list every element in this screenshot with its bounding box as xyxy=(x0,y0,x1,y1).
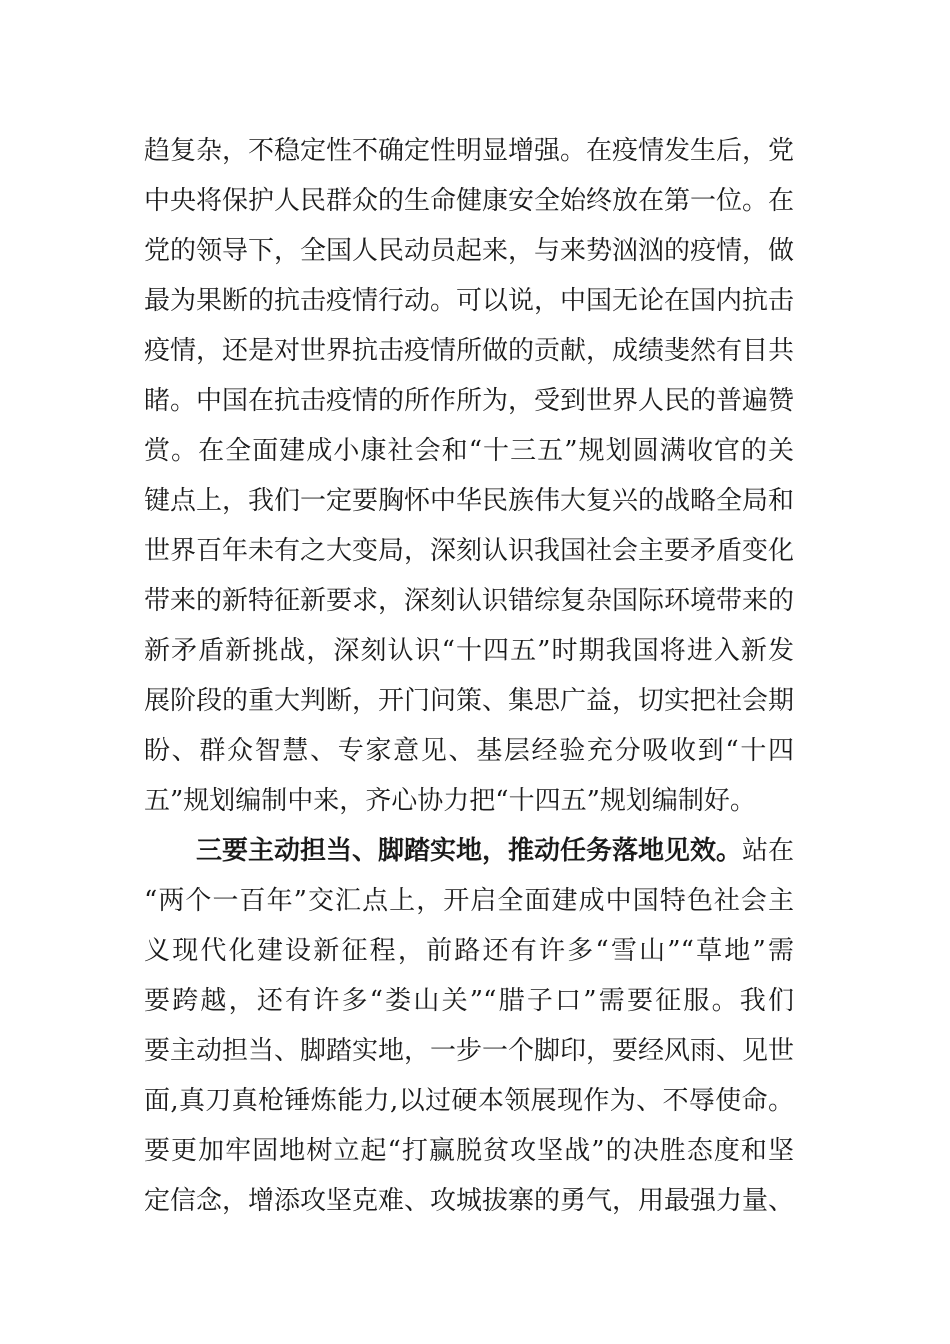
paragraph-heading: 三要主动担当、脚踏实地，推动任务落地见效。 xyxy=(196,836,743,866)
text-line: 义现代化建设新征程，前路还有许多“雪山”“草地”需 xyxy=(144,936,794,966)
text-line: “两个一百年”交汇点上，开启全面建成中国特色社会主 xyxy=(144,886,794,916)
text-line: 赏。在全面建成小康社会和“十三五”规划圆满收官的关 xyxy=(144,436,794,466)
text-line: 党的领导下，全国人民动员起来，与来势汹汹的疫情，做 xyxy=(144,236,795,266)
text-line: 键点上，我们一定要胸怀中华民族伟大复兴的战略全局和 xyxy=(144,486,795,516)
text-line: 疫情，还是对世界抗击疫情所做的贡献，成绩斐然有目共 xyxy=(144,336,795,366)
text-line: 趋复杂，不稳定性不确定性明显增强。在疫情发生后，党 xyxy=(144,136,795,166)
text-line: 定信念，增添攻坚克难、攻城拔寨的勇气，用最强力量、 xyxy=(144,1186,795,1216)
text-line: 最为果断的抗击疫情行动。可以说，中国无论在国内抗击 xyxy=(144,286,795,316)
text-line: 睹。中国在抗击疫情的所作所为，受到世界人民的普遍赞 xyxy=(144,386,795,416)
text-line: 五”规划编制中来，齐心协力把“十四五”规划编制好。 xyxy=(144,786,756,816)
text-line: 中央将保护人民群众的生命健康安全始终放在第一位。在 xyxy=(144,186,795,216)
text-line: 新矛盾新挑战，深刻认识“十四五”时期我国将进入新发 xyxy=(144,636,794,666)
heading-tail-text: 站在 xyxy=(742,836,795,866)
text-line: 带来的新特征新要求，深刻认识错综复杂国际环境带来的 xyxy=(144,586,795,616)
body-text xyxy=(144,126,794,1226)
text-line: 要跨越，还有许多“娄山关”“腊子口”需要征服。我们 xyxy=(144,986,794,1016)
text-line: 盼、群众智慧、专家意见、基层经验充分吸收到“十四 xyxy=(144,736,794,766)
paragraph-heading-line xyxy=(144,826,794,876)
text-line: 面,真刀真枪锤炼能力,以过硬本领展现作为、不辱使命。 xyxy=(144,1086,794,1116)
text-line: 世界百年未有之大变局，深刻认识我国社会主要矛盾变化 xyxy=(144,536,795,566)
text-line: 要主动担当、脚踏实地，一步一个脚印，要经风雨、见世 xyxy=(144,1036,795,1066)
text-line: 展阶段的重大判断，开门问策、集思广益，切实把社会期 xyxy=(144,686,795,716)
text-line: 要更加牢固地树立起“打赢脱贫攻坚战”的决胜态度和坚 xyxy=(144,1136,794,1166)
